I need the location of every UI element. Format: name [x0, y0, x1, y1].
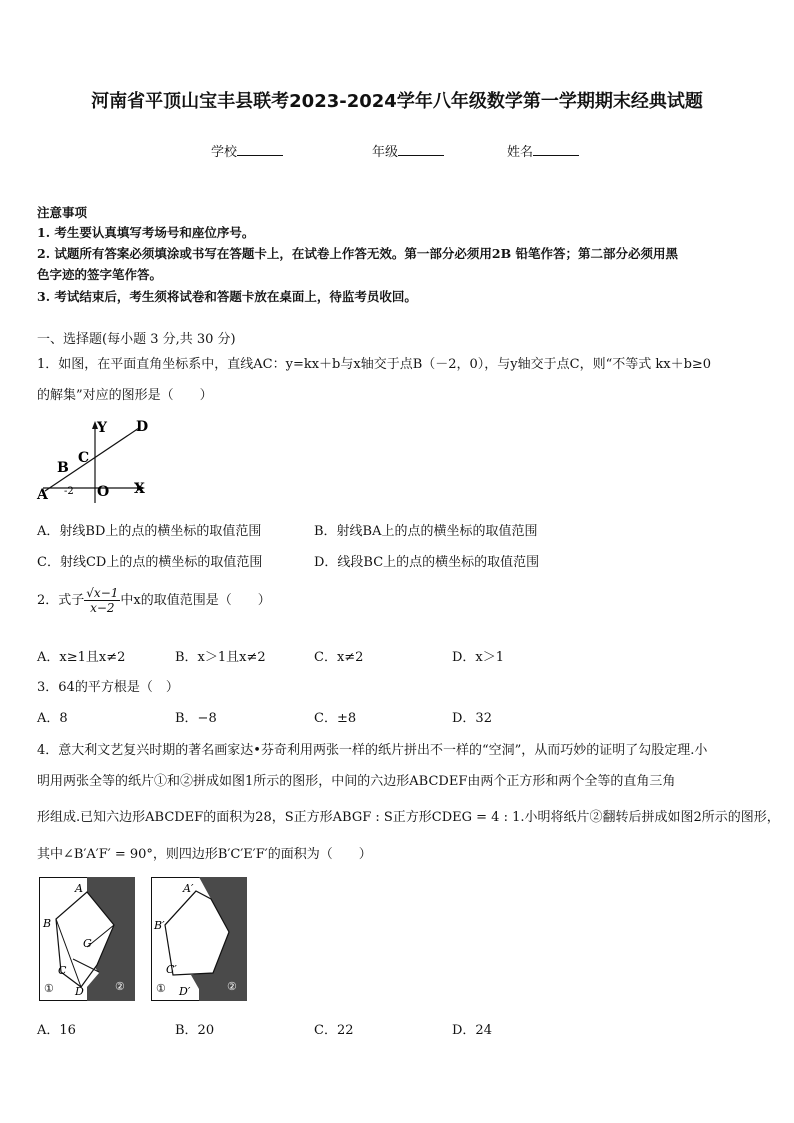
fig2-label-C: C′ — [166, 963, 177, 976]
fig2-label-2: ② — [227, 980, 237, 993]
q2-option-d[interactable]: D．x＞1 — [452, 650, 505, 665]
q1-option-c[interactable]: C．射线CD上的点的横坐标的取值范围 — [37, 555, 263, 570]
q3-text: 3．64的平方根是（ ） — [37, 680, 179, 695]
q2-denominator: x−2 — [90, 601, 115, 615]
fig1-label-C: C — [58, 964, 67, 977]
fig2-label-B: B′ — [154, 919, 165, 932]
section-heading: 一、选择题(每小题 3 分,共 30 分) — [37, 332, 236, 347]
q4-text-line2: 明用两张全等的纸片①和②拼成如图1所示的图形，中间的六边形ABCDEF由两个正方形和两个全等的直角三角 — [37, 774, 676, 789]
school-blank[interactable] — [237, 143, 283, 156]
label-neg2: -2 — [64, 486, 74, 497]
q4-option-d[interactable]: D．24 — [452, 1023, 492, 1038]
fig1-label-2: ② — [115, 980, 125, 993]
q2-suffix: 中x的取值范围是（ ） — [120, 593, 271, 608]
school-label: 学校 — [211, 145, 238, 160]
name-label: 姓名 — [507, 145, 534, 160]
q4-option-b[interactable]: B．20 — [175, 1023, 215, 1038]
note-item: 3. 考试结束后，考生须将试卷和答题卡放在桌面上，待监考员收回。 — [37, 289, 417, 304]
q3-option-d[interactable]: D．32 — [452, 711, 492, 726]
label-X: X — [134, 481, 145, 497]
label-Y: Y — [97, 420, 107, 436]
q2-option-a[interactable]: A．x≥1且x≠2 — [37, 650, 126, 665]
fig2-label-D: D′ — [179, 985, 191, 998]
fig1-label-G: G — [83, 937, 92, 950]
q4-figure-1 — [39, 877, 135, 1001]
label-D: D — [136, 419, 149, 435]
q1-option-b[interactable]: B．射线BA上的点的横坐标的取值范围 — [314, 524, 538, 539]
q3-option-b[interactable]: B．−8 — [175, 711, 217, 726]
school-field[interactable] — [211, 141, 283, 160]
q2-option-c[interactable]: C．x≠2 — [314, 650, 364, 665]
page-title: 河南省平顶山宝丰县联考2023-2024学年八年级数学第一学期期末经典试题 — [91, 91, 703, 112]
name-field[interactable] — [507, 141, 579, 160]
q4-figure-2 — [151, 877, 247, 1001]
q4-option-a[interactable]: A．16 — [37, 1023, 76, 1038]
label-B: B — [57, 460, 69, 476]
q4-text-line1: 4．意大利文艺复兴时期的著名画家达•芬奇利用两张一样的纸片拼出不一样的“空洞”，从而巧妙的证明了勾股定理.小 — [37, 743, 708, 758]
fig2-label-A: A′ — [183, 882, 194, 895]
q1-option-a[interactable]: A．射线BD上的点的横坐标的取值范围 — [37, 524, 262, 539]
q3-option-c[interactable]: C．±8 — [314, 711, 357, 726]
q1-option-d[interactable]: D．线段BC上的点的横坐标的取值范围 — [314, 555, 540, 570]
fig1-label-1: ① — [44, 982, 54, 995]
q1-text-line2: 的解集”对应的图形是（ ） — [37, 388, 213, 403]
fig1-label-D: D — [75, 985, 84, 998]
label-O: O — [97, 484, 110, 500]
label-A: A — [37, 487, 48, 503]
note-item: 2. 试题所有答案必须填涂或书写在答题卡上，在试卷上作答无效。第一部分必须用2B 铅笔作答；第二部分必须用黑 — [37, 246, 679, 261]
q4-option-c[interactable]: C．22 — [314, 1023, 354, 1038]
fig1-label-B: B — [43, 917, 52, 930]
notes-heading: 注意事项 — [37, 205, 88, 220]
name-blank[interactable] — [533, 143, 579, 156]
q2-option-b[interactable]: B．x＞1且x≠2 — [175, 650, 266, 665]
q3-option-a[interactable]: A．8 — [37, 711, 68, 726]
q2-numerator: √x−1 — [86, 586, 119, 600]
label-C: C — [78, 450, 90, 466]
grade-blank[interactable] — [398, 143, 444, 156]
fig2-label-1: ① — [156, 982, 166, 995]
q4-text-line4: 其中∠B′A′F′ = 90°，则四边形B′C′E′F′的面积为（ ） — [37, 847, 372, 862]
q2-fraction — [84, 586, 120, 615]
fig1-label-A: A — [75, 882, 83, 895]
note-item: 色字迹的签字笔作答。 — [37, 267, 163, 282]
q2-prefix: 2．式子 — [37, 593, 85, 608]
q4-text-line3: 形组成.已知六边形ABCDEF的面积为28，S正方形ABGF : S正方形CDEG = 4 : 1.小明将纸片②翻转后拼成如图2所示的图形， — [37, 810, 780, 825]
grade-label: 年级 — [372, 145, 399, 160]
q2-text — [37, 586, 271, 615]
q1-coordinate-figure — [35, 415, 155, 505]
grade-field[interactable] — [372, 141, 444, 160]
note-item: 1. 考生要认真填写考场号和座位序号。 — [37, 225, 255, 240]
q1-text-line1: 1．如图，在平面直角坐标系中，直线AC：y=kx＋b与x轴交于点B（－2，0），与y轴交于点C，则“不等式 kx＋b≥0 — [37, 357, 712, 372]
